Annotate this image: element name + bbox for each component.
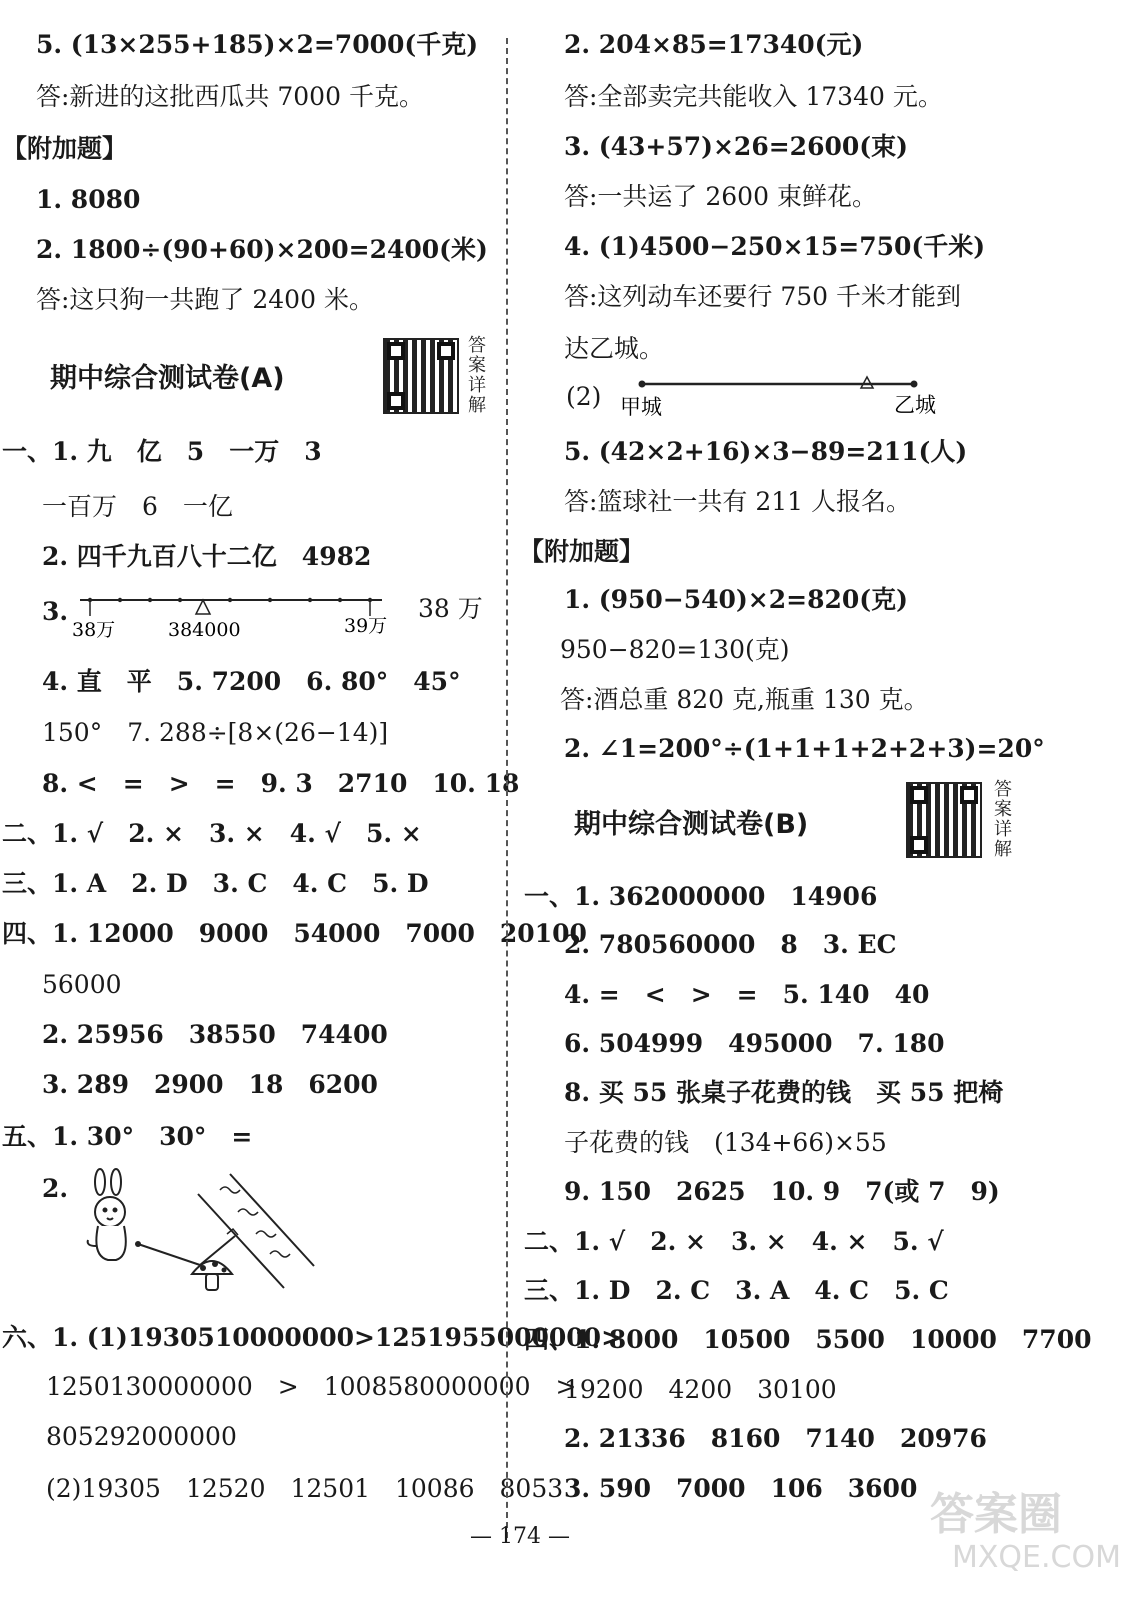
number-line-right-label: 39万 — [344, 615, 388, 637]
left-line-6: 答:这只狗一共跑了 2400 米。 — [36, 285, 374, 314]
rabbit-to-mushroom-line — [138, 1244, 200, 1265]
section-title-a: 期中综合测试卷(A) — [50, 363, 285, 394]
right-line-27: 19200 4200 30100 — [564, 1375, 837, 1404]
right-line-23: 9. 150 2625 10. 9 7(或 7 9) — [564, 1177, 1000, 1206]
left-line-14: 8. < = > = 9. 3 2710 10. 18 — [42, 769, 520, 798]
left-line-26: (2)19305 12520 12501 10086 8053 — [46, 1474, 564, 1503]
right-line-15: 2. ∠1=200°÷(1+1+1+2+2+3)=20° — [564, 734, 1045, 763]
column-divider — [506, 38, 508, 1538]
right-line-3: 3. (43+57)×26=2600(束) — [564, 132, 908, 161]
distance-marker — [861, 377, 873, 388]
number-line-mid-label: 384000 — [168, 619, 241, 641]
rabbit-river-diagram — [80, 1168, 330, 1303]
distance-diagram — [612, 374, 952, 424]
river-waves — [220, 1187, 290, 1257]
right-line-25: 三、1. D 2. C 3. A 4. C 5. C — [524, 1276, 949, 1305]
right-line-24: 二、1. √ 2. × 3. × 4. × 5. √ — [524, 1227, 944, 1256]
right-line-8-number: (2) — [566, 382, 602, 411]
right-line-22: 子花费的钱 (134+66)×55 — [564, 1128, 887, 1157]
qr-code-icon — [383, 338, 459, 414]
left-line-18: 56000 — [42, 970, 122, 999]
left-line-21: 五、1. 30° 30° = — [2, 1122, 253, 1151]
right-line-21: 8. 买 55 张桌子花费的钱 买 55 把椅 — [564, 1078, 1004, 1107]
left-line-11-number: 3. — [42, 597, 69, 626]
qr-code-icon — [906, 782, 982, 858]
right-line-19: 4. = < > = 5. 140 40 — [564, 980, 930, 1009]
mushroom-to-river-line — [200, 1236, 235, 1265]
right-line-20: 6. 504999 495000 7. 180 — [564, 1029, 945, 1058]
left-line-17: 四、1. 12000 9000 54000 7000 20100 — [2, 919, 587, 948]
section-title-b: 期中综合测试卷(B) — [574, 809, 809, 840]
left-line-10: 2. 四千九百八十二亿 4982 — [42, 542, 372, 571]
left-line-1: 5. (13×255+185)×2=7000(千克) — [36, 30, 479, 59]
left-line-24: 1250130000000 > 1008580000000 > — [46, 1372, 577, 1401]
distance-left-label: 甲城 — [620, 395, 662, 419]
left-line-16: 三、1. A 2. D 3. C 4. C 5. D — [2, 869, 429, 898]
right-line-5: 4. (1)4500−250×15=750(千米) — [564, 232, 986, 261]
right-line-18: 2. 780560000 8 3. EC — [564, 930, 897, 959]
left-line-4: 1. 8080 — [36, 185, 141, 214]
distance-right-label: 乙城 — [894, 393, 936, 417]
left-bonus-heading: 【附加题】 — [2, 134, 128, 163]
right-line-26: 四、1. 8000 10500 5500 10000 7700 — [524, 1325, 1092, 1354]
left-line-12: 4. 直 平 5. 7200 6. 80° 45° — [42, 667, 461, 696]
left-line-25: 805292000000 — [46, 1422, 237, 1451]
right-line-12: 1. (950−540)×2=820(克) — [564, 585, 908, 614]
left-line-19: 2. 25956 38550 74400 — [42, 1020, 388, 1049]
left-line-2: 答:新进的这批西瓜共 7000 千克。 — [36, 82, 424, 111]
rabbit-icon — [88, 1169, 126, 1260]
right-line-29: 3. 590 7000 106 3600 — [564, 1474, 918, 1503]
page-number: — 174 — — [470, 1524, 570, 1549]
number-line-marker — [196, 600, 210, 614]
right-line-9: 5. (42×2+16)×3−89=211(人) — [564, 437, 968, 466]
number-line-left-label: 38万 — [72, 619, 116, 641]
qr-caption: 答案详解 — [468, 335, 486, 416]
left-line-22: 2. — [42, 1174, 69, 1203]
right-line-28: 2. 21336 8160 7140 20976 — [564, 1424, 987, 1453]
right-line-14: 答:酒总重 820 克,瓶重 130 克。 — [560, 685, 929, 714]
left-line-15: 二、1. √ 2. × 3. × 4. √ 5. × — [2, 819, 422, 848]
left-line-23: 六、1. (1)1930510000000>1251955000000> — [2, 1323, 623, 1352]
left-line-11-answer: 38 万 — [418, 594, 483, 623]
right-line-17: 一、1. 362000000 14906 — [524, 882, 878, 911]
right-line-2: 答:全部卖完共能收入 17340 元。 — [564, 82, 943, 111]
watermark-site: MXQE.COM — [952, 1540, 1121, 1575]
right-bonus-heading: 【附加题】 — [519, 537, 645, 566]
left-line-8: 一、1. 九 亿 5 一万 3 — [2, 437, 322, 466]
number-line-diagram — [60, 588, 400, 648]
qr-caption: 答案详解 — [994, 779, 1012, 860]
right-line-1: 2. 204×85=17340(元) — [564, 30, 864, 59]
left-line-13: 150° 7. 288÷[8×(26−14)] — [42, 718, 389, 747]
right-line-7: 达乙城。 — [564, 334, 665, 363]
right-line-10: 答:篮球社一共有 211 人报名。 — [564, 487, 912, 516]
watermark-logo: 答案圈 — [930, 1489, 1062, 1540]
right-line-6: 答:这列动车还要行 750 千米才能到 — [564, 282, 962, 311]
right-line-4: 答:一共运了 2600 束鲜花。 — [564, 182, 877, 211]
left-line-9: 一百万 6 一亿 — [42, 492, 233, 521]
left-line-20: 3. 289 2900 18 6200 — [42, 1070, 378, 1099]
right-line-13: 950−820=130(克) — [560, 635, 790, 664]
left-line-5: 2. 1800÷(90+60)×200=2400(米) — [36, 235, 488, 264]
